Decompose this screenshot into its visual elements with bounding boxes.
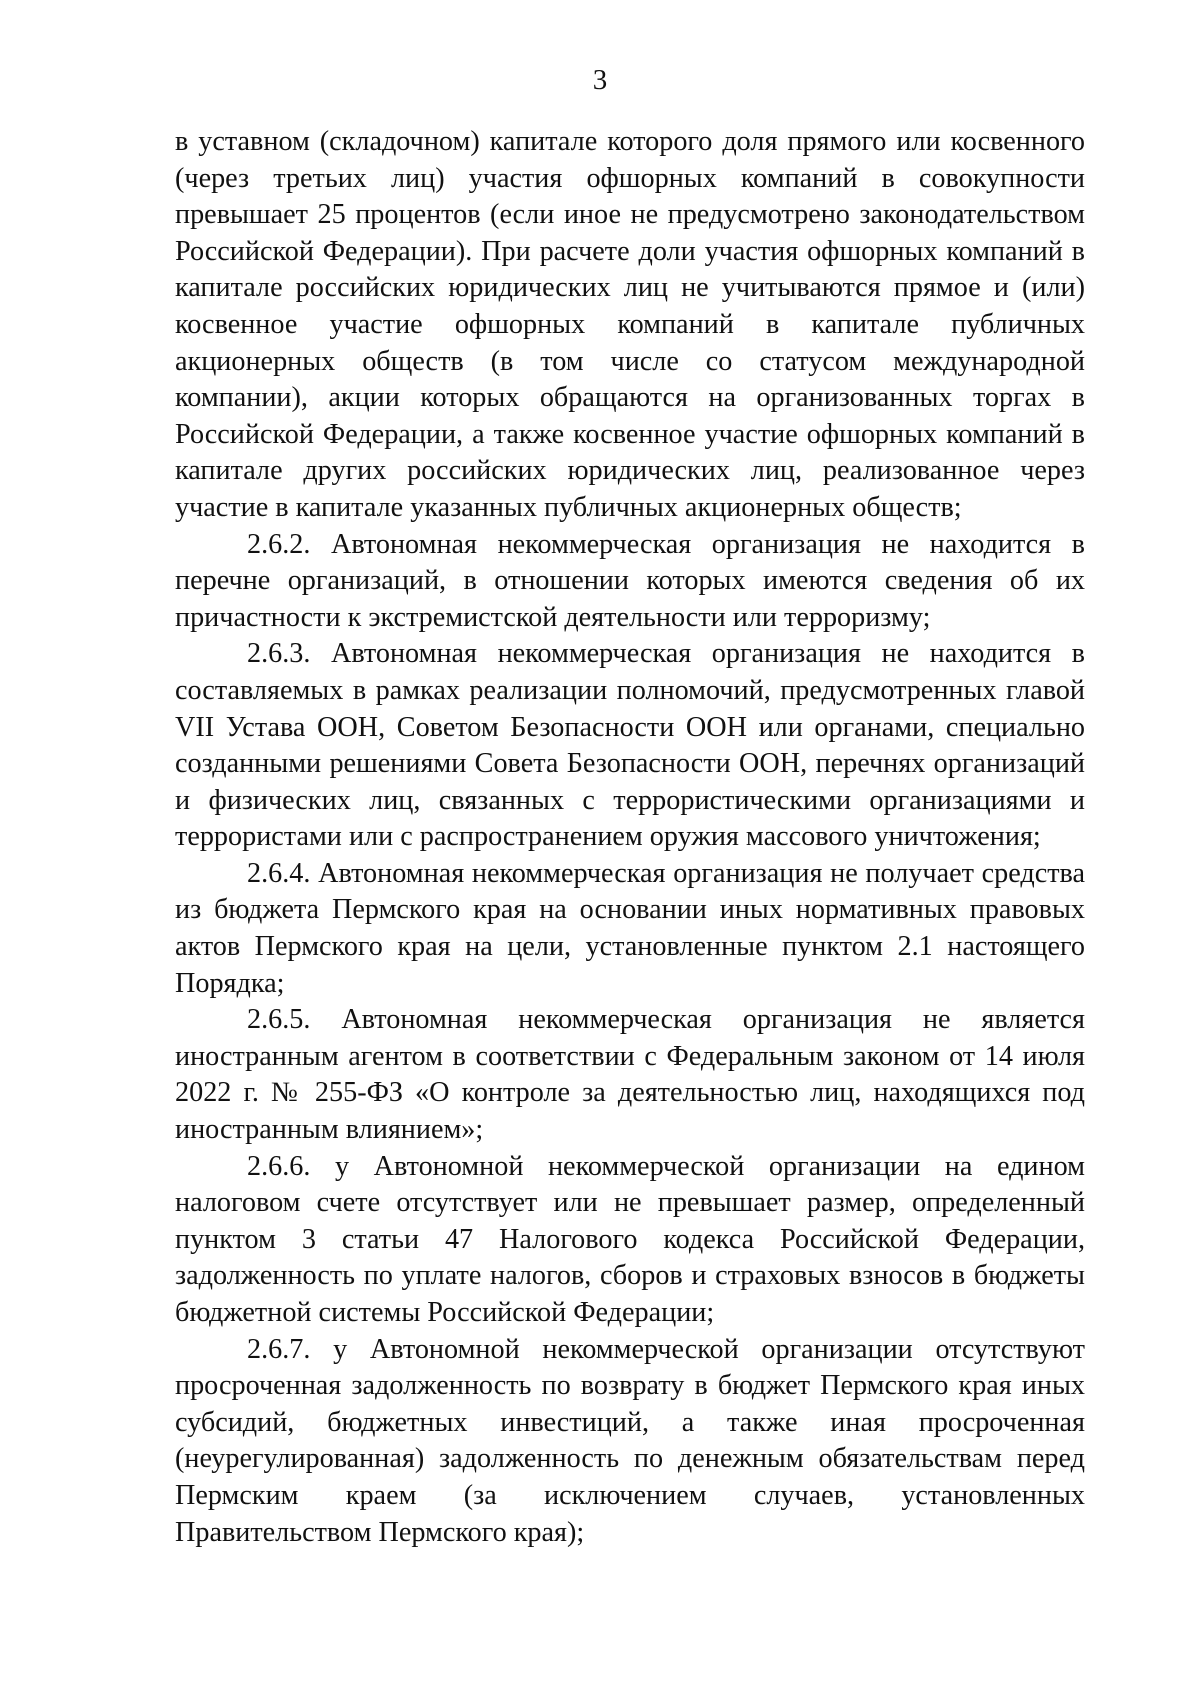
paragraph-2-6-5: 2.6.5. Автономная некоммерческая организация не является иностранным агентом в соответствии с Федеральным законом от 14 июля 2022 г. № 255-ФЗ «О контроле за деятельностью лиц, находящихся под иностранным влиянием»; [175, 1004, 1085, 1146]
paragraph-2-6-6: 2.6.6. у Автономной некоммерческой организации на едином налоговом счете отсутствует или не превышает размер, определенный пунктом 3 статьи 47 Налогового кодекса Российской Федерации, задолженность по уплате налогов, сборов и страховых взносов в бюджеты бюджетной системы Российской Федерации; [175, 1150, 1085, 1328]
paragraph-2-6-7: 2.6.7. у Автономной некоммерческой организации отсутствуют просроченная задолженность по возврату в бюджет Пермского края иных субсидий, бюджетных инвестиций, а также иная просроченная (неурегулированная) задолженность по денежным обязательствам перед Пермским краем (за исключением случаев, установленных Правительством Пермского края); [175, 1333, 1085, 1548]
paragraph-2-6-4: 2.6.4. Автономная некоммерческая организация не получает средства из бюджета Пермского края на основании иных нормативных правовых актов Пермского края на цели, установленные пунктом 2.1 настоящего Порядка; [175, 857, 1085, 999]
paragraph-2-6-2: 2.6.2. Автономная некоммерческая организация не находится в перечне организаций, в отношении которых имеются сведения об их причастности к экстремистской деятельности или терроризму; [175, 528, 1085, 633]
page-number: 3 [592, 64, 608, 96]
paragraph-continuation: в уставном (складочном) капитале которого доля прямого или косвенного (через третьих лиц) участия офшорных компаний в совокупности превышает 25 процентов (если иное не предусмотрено законодательством Российской Федерации). При расчете доли участия офшорных компаний в капитале российских юридических лиц не учитываются прямое и (или) косвенное участие офшорных компаний в капитале публичных акционерных обществ (в том числе со статусом международной компании), акции которых обращаются на организованных торгах в Российской Федерации, а также косвенное участие офшорных компаний в капитале других российских юридических лиц, реализованное через участие в капитале указанных публичных акционерных обществ; [175, 126, 1085, 523]
paragraph-2-6-3: 2.6.3. Автономная некоммерческая организация не находится в составляемых в рамках реализации полномочий, предусмотренных главой VII Устава ООН, Советом Безопасности ООН или органами, специально созданными решениями Совета Безопасности ООН, перечнях организаций и физических лиц, связанных с террористическими организациями и террористами или с распространением оружия массового уничтожения; [175, 638, 1085, 853]
document-body [175, 124, 1085, 1551]
